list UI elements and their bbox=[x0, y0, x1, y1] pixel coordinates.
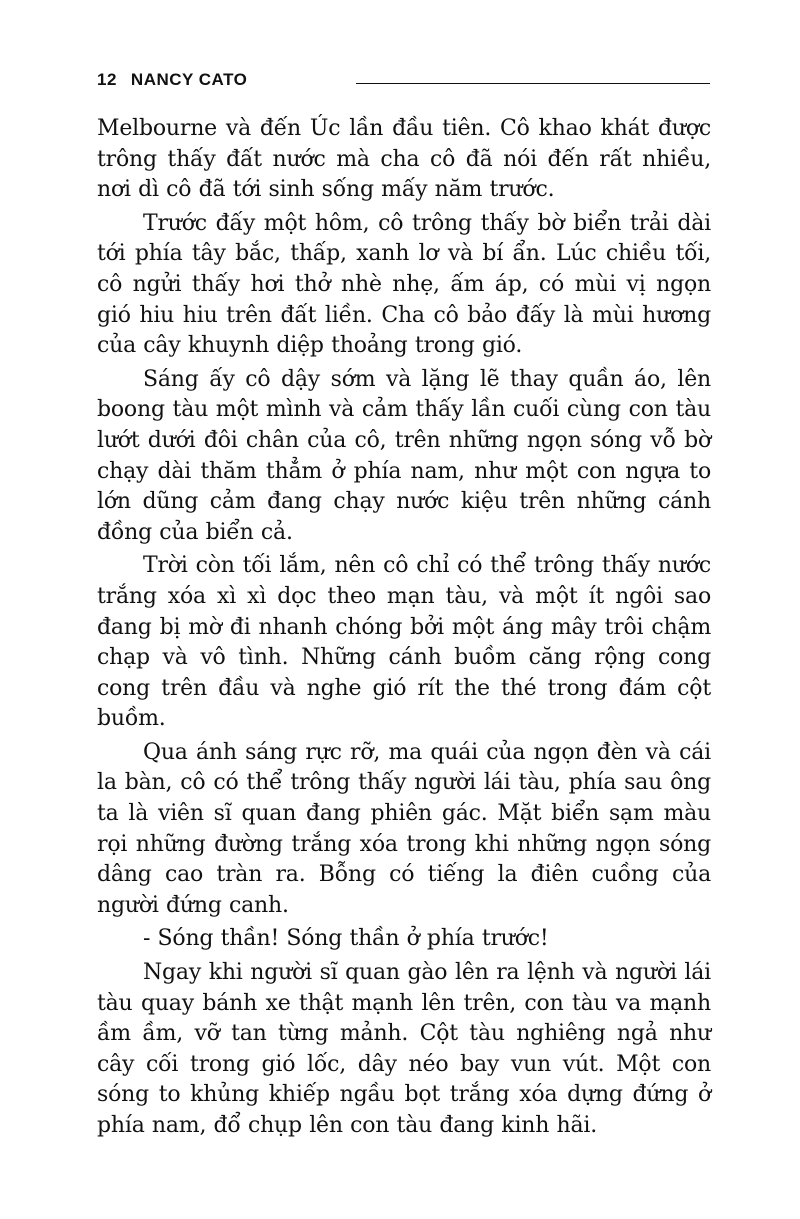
header-rule bbox=[356, 83, 710, 84]
paragraph: Trời còn tối lắm, nên cô chỉ có thể trông thấy nước trắng xóa xì xì dọc theo mạn tàu, và một ít ngôi sao đang bị mờ đi nhanh chóng bởi một áng mây trôi chậm chạp và vô tình. Những cánh buồm căng rộng cong cong trên đầu và nghe gió rít the thé trong đám cột buồm. bbox=[97, 553, 711, 732]
body-text bbox=[97, 114, 711, 1145]
paragraph: Qua ánh sáng rực rỡ, ma quái của ngọn đèn và cái la bàn, cô có thể trông thấy người lái tàu, phía sau ông ta là viên sĩ quan đang phiên gác. Mặt biển sạm màu rọi những đường trắng xóa trong khi những ngọn sóng dâng cao tràn ra. Bỗng có tiếng la điên cuồng của người đứng canh. bbox=[97, 739, 711, 918]
dialogue-line: - Sóng thần! Sóng thần ở phía trước! bbox=[143, 926, 549, 952]
paragraph: Melbourne và đến Úc lần đầu tiên. Cô khao khát được trông thấy đất nước mà cha cô đã nói đến rất nhiều, nơi dì cô đã tới sinh sống mấy năm trước. bbox=[97, 116, 711, 203]
author-name: NANCY CATO bbox=[130, 70, 248, 89]
paragraph: Trước đấy một hôm, cô trông thấy bờ biển trải dài tới phía tây bắc, thấp, xanh lơ và bí ẩn. Lúc chiều tối, cô ngửi thấy hơi thở nhè nhẹ, ấm áp, có mùi vị ngọn gió hiu hiu trên đất liền. Cha cô bảo đấy là mùi hương của cây khuynh diệp thoảng trong gió. bbox=[97, 210, 711, 359]
paragraph: Ngay khi người sĩ quan gào lên ra lệnh và người lái tàu quay bánh xe thật mạnh lên trên, con tàu va mạnh ầm ầm, vỡ tan từng mảnh. Cột tàu nghiêng ngả như cây cối trong gió lốc, dây néo bay vun vút. Một con sóng to khủng khiếp ngầu bọt trắng xóa dựng đứng ở phía nam, đổ chụp lên con tàu đang kinh hãi. bbox=[97, 960, 711, 1138]
paragraph: Sáng ấy cô dậy sớm và lặng lẽ thay quần áo, lên boong tàu một mình và cảm thấy lần cuối cùng con tàu lướt dưới đôi chân của cô, trên những ngọn sóng vỗ bờ chạy dài thăm thẳm ở phía nam, như một con ngựa to lớn dũng cảm đang chạy nước kiệu trên những cánh đồng của biển cả. bbox=[97, 366, 711, 545]
page-number: 12 bbox=[97, 70, 117, 89]
running-header bbox=[97, 66, 710, 94]
